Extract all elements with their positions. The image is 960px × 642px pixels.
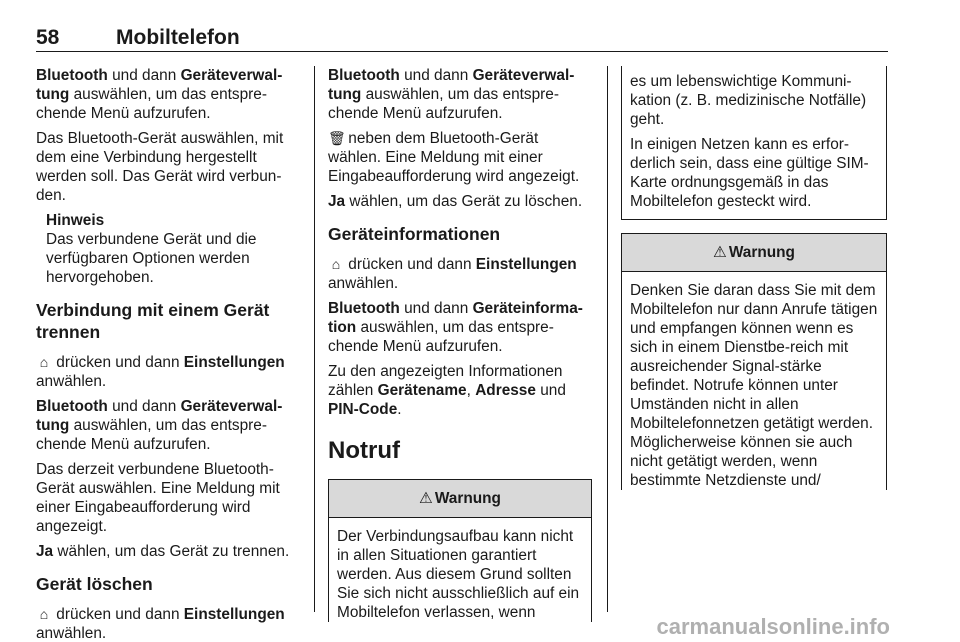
warning-icon: ⚠ — [713, 244, 727, 261]
warning-text: Der Verbindungsaufbau kann nicht in allen Situationen garantiert werden. Aus diesem Grund sollten Sie sich nicht ausschließlich auf ein Mobiltelefon verlassen, wenn — [337, 528, 580, 621]
warning-box-continued — [621, 66, 887, 220]
paragraph: ⌂ drücken und dann Einstellungen anwählen. — [328, 256, 577, 292]
section-heading-large: Notruf — [328, 437, 400, 464]
section-heading: Gerät löschen — [36, 574, 153, 594]
warning-icon: ⚠ — [419, 490, 433, 507]
column-divider — [607, 66, 608, 612]
warning-text: Denken Sie daran dass Sie mit dem Mobiltelefon nur dann Anrufe tätigen und empfangen können wenn es sich in einem Dienstbe-reich mit ausreichender Signal-stärke befindet. Notrufe können unter Umständen nicht in allen Mobiltelefonnetzen getätigt werden. Möglicherweise können sie auch nicht getätigt werden, wenn bestimmte Netzdienste und/ — [630, 282, 878, 489]
note-title: Hinweis — [46, 212, 105, 229]
paragraph: es um lebenswichtige Kommuni-kation (z. B. medizinische Notfälle) geht. — [630, 73, 867, 128]
section-heading: Geräteinformationen — [328, 224, 501, 244]
page-header — [36, 26, 888, 52]
warning-box — [328, 479, 592, 622]
paragraph: Bluetooth und dann Geräteverwal- tung auswählen, um das entspre- chende Menü aufzurufen. — [328, 67, 575, 122]
paragraph: ⌂ drücken und dann Einstellungen anwählen. — [36, 354, 285, 390]
column-left — [36, 66, 304, 642]
paragraph: Ja wählen, um das Gerät zu trennen. — [36, 543, 290, 560]
trash-icon: 🗑 — [328, 130, 346, 146]
warning-box — [621, 233, 887, 490]
paragraph: Bluetooth und dann Geräteinforma- tion auswählen, um das entspre- chende Menü aufzurufen. — [328, 300, 583, 355]
note-text: Das verbundene Gerät und die verfügbaren Optionen werden hervorgehoben. — [46, 231, 257, 286]
column-middle — [328, 66, 592, 622]
paragraph: ⌂ drücken und dann Einstellungen anwählen. — [36, 606, 285, 642]
paragraph: Bluetooth und dann Geräteverwal- tung auswählen, um das entspre- chende Menü aufzurufen. — [36, 67, 283, 122]
paragraph: Das Bluetooth-Gerät auswählen, mit dem eine Verbindung hergestellt werden soll. Das Gerät wird verbun-den. — [36, 130, 284, 204]
watermark: carmanualsonline.info — [656, 614, 890, 639]
page-number: 58 — [36, 26, 60, 49]
paragraph: Ja wählen, um das Gerät zu löschen. — [328, 193, 583, 210]
home-icon: ⌂ — [331, 256, 341, 272]
paragraph: 🗑 neben dem Bluetooth-Gerät wählen. Eine Meldung mit einer Eingabeaufforderung wird angezeigt. — [328, 130, 580, 185]
warning-header: ⚠ Warnung — [329, 480, 591, 518]
note — [36, 211, 304, 287]
paragraph: Zu den angezeigten Informationen zählen Gerätename, Adresse und PIN-Code. — [328, 363, 566, 418]
column-divider — [314, 66, 315, 612]
section-heading: Verbindung mit einem Gerät trennen — [36, 300, 270, 342]
paragraph: In einigen Netzen kann es erfor-derlich sein, dass eine gültige SIM-Karte ordnungsgemäß in das Mobiltelefon gesteckt wird. — [630, 136, 869, 210]
home-icon: ⌂ — [39, 354, 49, 370]
home-icon: ⌂ — [39, 606, 49, 622]
warning-header: ⚠ Warnung — [622, 234, 886, 272]
paragraph: Bluetooth und dann Geräteverwal- tung auswählen, um das entspre- chende Menü aufzurufen. — [36, 398, 283, 453]
paragraph: Das derzeit verbundene Bluetooth-Gerät auswählen. Eine Meldung mit einer Eingabeaufforderung wird angezeigt. — [36, 461, 280, 535]
column-right — [621, 66, 887, 490]
page-title: Mobiltelefon — [116, 26, 240, 49]
